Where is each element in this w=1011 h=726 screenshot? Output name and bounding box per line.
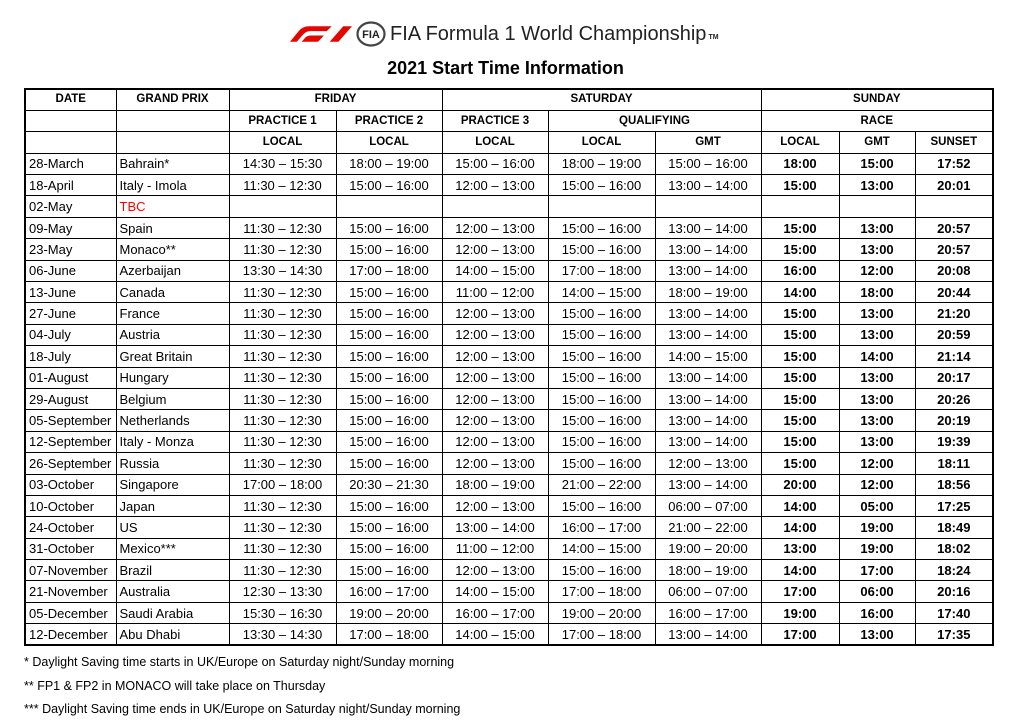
practice-2-local-cell: 15:00 – 16:00	[336, 560, 442, 581]
race-local-cell: 14:00	[761, 517, 839, 538]
date-cell: 06-June	[25, 260, 116, 281]
practice-1-local-cell: 12:30 – 13:30	[229, 581, 336, 602]
sunset-cell: 20:01	[915, 175, 993, 196]
championship-name: FIA Formula 1 World Championship	[390, 23, 707, 45]
practice-2-local-cell: 15:00 – 16:00	[336, 239, 442, 260]
date-cell: 01-August	[25, 367, 116, 388]
date-cell: 24-October	[25, 517, 116, 538]
qualifying-local-cell: 15:00 – 16:00	[548, 303, 655, 324]
race-gmt-cell: 12:00	[839, 260, 915, 281]
practice-3-header: PRACTICE 3	[442, 110, 548, 131]
practice-1-local-cell: 11:30 – 12:30	[229, 217, 336, 238]
grand-prix-cell: Italy - Imola	[116, 175, 229, 196]
practice-1-local-cell: 11:30 – 12:30	[229, 431, 336, 452]
race-gmt-cell: 06:00	[839, 581, 915, 602]
practice-2-local-cell: 15:00 – 16:00	[336, 453, 442, 474]
practice-3-local-cell	[442, 196, 548, 217]
qualifying-gmt-cell: 06:00 – 07:00	[655, 495, 761, 516]
sunset-cell: 20:19	[915, 410, 993, 431]
race-local-cell: 14:00	[761, 495, 839, 516]
practice-2-local-cell: 15:00 – 16:00	[336, 410, 442, 431]
footnote-monaco: ** FP1 & FP2 in MONACO will take place on Thursday	[24, 678, 326, 693]
date-cell: 27-June	[25, 303, 116, 324]
qualifying-gmt-cell: 18:00 – 19:00	[655, 282, 761, 303]
race-local-cell: 13:00	[761, 538, 839, 559]
practice-2-local-cell: 15:00 – 16:00	[336, 303, 442, 324]
race-local-header: LOCAL	[761, 132, 839, 153]
qualifying-local-cell: 15:00 – 16:00	[548, 367, 655, 388]
date-cell: 21-November	[25, 581, 116, 602]
race-local-cell: 17:00	[761, 624, 839, 645]
sunset-cell: 20:26	[915, 388, 993, 409]
sunday-header: SUNDAY	[761, 89, 993, 110]
table-row	[25, 217, 993, 238]
sunset-cell	[915, 196, 993, 217]
table-row	[25, 282, 993, 303]
qualifying-gmt-cell: 13:00 – 14:00	[655, 217, 761, 238]
date-cell: 02-May	[25, 196, 116, 217]
table-row	[25, 431, 993, 452]
grand-prix-header-spacer	[116, 132, 229, 153]
race-local-cell: 15:00	[761, 324, 839, 345]
saturday-header: SATURDAY	[442, 89, 761, 110]
grand-prix-cell: Singapore	[116, 474, 229, 495]
date-cell: 13-June	[25, 282, 116, 303]
practice-3-local-cell: 12:00 – 13:00	[442, 346, 548, 367]
race-gmt-cell: 17:00	[839, 560, 915, 581]
race-local-cell: 14:00	[761, 282, 839, 303]
date-cell: 07-November	[25, 560, 116, 581]
race-gmt-cell: 13:00	[839, 324, 915, 345]
race-header: RACE	[761, 110, 993, 131]
qualifying-gmt-cell: 13:00 – 14:00	[655, 239, 761, 260]
practice-2-local-cell: 15:00 – 16:00	[336, 346, 442, 367]
date-cell: 31-October	[25, 538, 116, 559]
practice-2-local-cell: 15:00 – 16:00	[336, 367, 442, 388]
qualifying-gmt-cell: 19:00 – 20:00	[655, 538, 761, 559]
practice-2-local-cell: 17:00 – 18:00	[336, 624, 442, 645]
practice-1-local-cell: 14:30 – 15:30	[229, 153, 336, 174]
qualifying-header: QUALIFYING	[548, 110, 761, 131]
table-row	[25, 324, 993, 345]
race-local-cell	[761, 196, 839, 217]
footnotes	[24, 651, 460, 722]
table-row	[25, 260, 993, 281]
qualifying-local-header: LOCAL	[548, 132, 655, 153]
qualifying-gmt-cell: 18:00 – 19:00	[655, 560, 761, 581]
grand-prix-cell: Bahrain*	[116, 153, 229, 174]
qualifying-gmt-cell: 12:00 – 13:00	[655, 453, 761, 474]
date-header-spacer	[25, 132, 116, 153]
practice-3-local-cell: 16:00 – 17:00	[442, 602, 548, 623]
practice-3-local-cell: 12:00 – 13:00	[442, 303, 548, 324]
table-row	[25, 303, 993, 324]
qualifying-gmt-cell	[655, 196, 761, 217]
grand-prix-header: GRAND PRIX	[116, 89, 229, 110]
practice-1-local-cell: 11:30 – 12:30	[229, 175, 336, 196]
practice-1-local-header: LOCAL	[229, 132, 336, 153]
practice-3-local-cell: 12:00 – 13:00	[442, 560, 548, 581]
qualifying-local-cell: 21:00 – 22:00	[548, 474, 655, 495]
race-gmt-cell: 13:00	[839, 217, 915, 238]
table-row	[25, 517, 993, 538]
grand-prix-cell: Japan	[116, 495, 229, 516]
date-header: DATE	[25, 89, 116, 110]
qualifying-gmt-cell: 13:00 – 14:00	[655, 431, 761, 452]
grand-prix-header-spacer	[116, 110, 229, 131]
practice-2-local-cell: 15:00 – 16:00	[336, 282, 442, 303]
sunset-cell: 20:17	[915, 367, 993, 388]
table-row	[25, 538, 993, 559]
practice-2-local-header: LOCAL	[336, 132, 442, 153]
practice-1-local-cell: 13:30 – 14:30	[229, 624, 336, 645]
qualifying-local-cell: 17:00 – 18:00	[548, 581, 655, 602]
qualifying-gmt-cell: 15:00 – 16:00	[655, 153, 761, 174]
grand-prix-cell: Australia	[116, 581, 229, 602]
qualifying-local-cell: 15:00 – 16:00	[548, 560, 655, 581]
practice-3-local-cell: 11:00 – 12:00	[442, 538, 548, 559]
practice-3-local-cell: 14:00 – 15:00	[442, 624, 548, 645]
practice-2-local-cell: 19:00 – 20:00	[336, 602, 442, 623]
practice-1-local-cell: 11:30 – 12:30	[229, 560, 336, 581]
practice-1-local-cell: 11:30 – 12:30	[229, 453, 336, 474]
fia-logo	[356, 21, 386, 47]
practice-2-local-cell	[336, 196, 442, 217]
table-row	[25, 175, 993, 196]
table-row	[25, 388, 993, 409]
qualifying-gmt-cell: 13:00 – 14:00	[655, 410, 761, 431]
qualifying-gmt-header: GMT	[655, 132, 761, 153]
race-gmt-cell: 15:00	[839, 153, 915, 174]
race-gmt-cell: 14:00	[839, 346, 915, 367]
practice-3-local-cell: 14:00 – 15:00	[442, 260, 548, 281]
race-local-cell: 18:00	[761, 153, 839, 174]
practice-2-local-cell: 15:00 – 16:00	[336, 517, 442, 538]
practice-1-local-cell: 17:00 – 18:00	[229, 474, 336, 495]
practice-3-local-header: LOCAL	[442, 132, 548, 153]
grand-prix-cell: Netherlands	[116, 410, 229, 431]
practice-2-header: PRACTICE 2	[336, 110, 442, 131]
schedule-body	[25, 153, 993, 645]
sunset-cell: 21:14	[915, 346, 993, 367]
race-local-cell: 19:00	[761, 602, 839, 623]
date-cell: 18-July	[25, 346, 116, 367]
table-row	[25, 153, 993, 174]
qualifying-gmt-cell: 13:00 – 14:00	[655, 303, 761, 324]
race-gmt-cell: 12:00	[839, 474, 915, 495]
championship-branding	[290, 22, 719, 46]
sunset-cell: 17:40	[915, 602, 993, 623]
practice-3-local-cell: 12:00 – 13:00	[442, 388, 548, 409]
qualifying-local-cell: 15:00 – 16:00	[548, 239, 655, 260]
sunset-cell: 17:52	[915, 153, 993, 174]
race-local-cell: 15:00	[761, 239, 839, 260]
practice-2-local-cell: 16:00 – 17:00	[336, 581, 442, 602]
friday-header: FRIDAY	[229, 89, 442, 110]
sunset-header: SUNSET	[915, 132, 993, 153]
sunset-cell: 20:08	[915, 260, 993, 281]
race-gmt-cell: 13:00	[839, 431, 915, 452]
date-cell: 03-October	[25, 474, 116, 495]
practice-1-local-cell: 11:30 – 12:30	[229, 282, 336, 303]
practice-1-local-cell: 15:30 – 16:30	[229, 602, 336, 623]
qualifying-local-cell: 15:00 – 16:00	[548, 217, 655, 238]
practice-3-local-cell: 12:00 – 13:00	[442, 410, 548, 431]
practice-3-local-cell: 12:00 – 13:00	[442, 217, 548, 238]
practice-3-local-cell: 13:00 – 14:00	[442, 517, 548, 538]
qualifying-local-cell: 16:00 – 17:00	[548, 517, 655, 538]
practice-1-local-cell: 11:30 – 12:30	[229, 495, 336, 516]
practice-1-local-cell: 13:30 – 14:30	[229, 260, 336, 281]
qualifying-local-cell: 18:00 – 19:00	[548, 153, 655, 174]
practice-3-local-cell: 15:00 – 16:00	[442, 153, 548, 174]
sunset-cell: 17:25	[915, 495, 993, 516]
date-cell: 18-April	[25, 175, 116, 196]
date-cell: 12-September	[25, 431, 116, 452]
table-row	[25, 624, 993, 645]
practice-3-local-cell: 12:00 – 13:00	[442, 239, 548, 260]
grand-prix-cell: Italy - Monza	[116, 431, 229, 452]
sunset-cell: 20:59	[915, 324, 993, 345]
qualifying-gmt-cell: 16:00 – 17:00	[655, 602, 761, 623]
table-row	[25, 474, 993, 495]
race-gmt-cell: 19:00	[839, 517, 915, 538]
practice-2-local-cell: 17:00 – 18:00	[336, 260, 442, 281]
grand-prix-cell: Austria	[116, 324, 229, 345]
practice-1-local-cell: 11:30 – 12:30	[229, 346, 336, 367]
date-header-spacer	[25, 110, 116, 131]
date-cell: 09-May	[25, 217, 116, 238]
race-local-cell: 15:00	[761, 367, 839, 388]
date-cell: 28-March	[25, 153, 116, 174]
table-row	[25, 453, 993, 474]
sunset-cell: 18:02	[915, 538, 993, 559]
grand-prix-cell: Brazil	[116, 560, 229, 581]
practice-1-local-cell: 11:30 – 12:30	[229, 303, 336, 324]
qualifying-gmt-cell: 13:00 – 14:00	[655, 324, 761, 345]
practice-3-local-cell: 18:00 – 19:00	[442, 474, 548, 495]
qualifying-local-cell: 15:00 – 16:00	[548, 388, 655, 409]
race-local-cell: 17:00	[761, 581, 839, 602]
practice-2-local-cell: 15:00 – 16:00	[336, 495, 442, 516]
table-row	[25, 410, 993, 431]
race-local-cell: 15:00	[761, 431, 839, 452]
table-row	[25, 602, 993, 623]
qualifying-gmt-cell: 06:00 – 07:00	[655, 581, 761, 602]
grand-prix-cell: Great Britain	[116, 346, 229, 367]
grand-prix-cell: Russia	[116, 453, 229, 474]
practice-2-local-cell: 15:00 – 16:00	[336, 538, 442, 559]
race-gmt-cell: 13:00	[839, 175, 915, 196]
qualifying-gmt-cell: 21:00 – 22:00	[655, 517, 761, 538]
practice-3-local-cell: 12:00 – 13:00	[442, 324, 548, 345]
page-title: 2021 Start Time Information	[387, 58, 624, 78]
sunset-cell: 18:49	[915, 517, 993, 538]
practice-1-local-cell: 11:30 – 12:30	[229, 367, 336, 388]
practice-2-local-cell: 15:00 – 16:00	[336, 431, 442, 452]
header-row-time-zones	[25, 132, 993, 153]
date-cell: 05-September	[25, 410, 116, 431]
grand-prix-cell: Azerbaijan	[116, 260, 229, 281]
grand-prix-cell: Monaco**	[116, 239, 229, 260]
footnote-mexico: *** Daylight Saving time ends in UK/Europe on Saturday night/Sunday morning	[24, 702, 461, 716]
grand-prix-cell: US	[116, 517, 229, 538]
table-row	[25, 196, 993, 217]
grand-prix-cell: France	[116, 303, 229, 324]
date-cell: 10-October	[25, 495, 116, 516]
race-gmt-cell: 16:00	[839, 602, 915, 623]
sunset-cell: 20:16	[915, 581, 993, 602]
qualifying-local-cell	[548, 196, 655, 217]
race-gmt-header: GMT	[839, 132, 915, 153]
f1-logo	[290, 26, 352, 42]
sunset-cell: 20:44	[915, 282, 993, 303]
header-row-sessions	[25, 110, 993, 131]
practice-2-local-cell: 20:30 – 21:30	[336, 474, 442, 495]
grand-prix-cell: Canada	[116, 282, 229, 303]
race-gmt-cell: 13:00	[839, 624, 915, 645]
practice-3-local-cell: 11:00 – 12:00	[442, 282, 548, 303]
qualifying-local-cell: 17:00 – 18:00	[548, 260, 655, 281]
practice-1-local-cell: 11:30 – 12:30	[229, 324, 336, 345]
trademark-mark: TM	[708, 34, 719, 41]
grand-prix-cell: Saudi Arabia	[116, 602, 229, 623]
table-row	[25, 367, 993, 388]
race-local-cell: 15:00	[761, 303, 839, 324]
practice-1-local-cell: 11:30 – 12:30	[229, 388, 336, 409]
qualifying-gmt-cell: 13:00 – 14:00	[655, 388, 761, 409]
qualifying-local-cell: 15:00 – 16:00	[548, 324, 655, 345]
qualifying-gmt-cell: 13:00 – 14:00	[655, 260, 761, 281]
sunset-cell: 20:57	[915, 239, 993, 260]
grand-prix-cell: Hungary	[116, 367, 229, 388]
practice-2-local-cell: 18:00 – 19:00	[336, 153, 442, 174]
race-gmt-cell: 13:00	[839, 367, 915, 388]
practice-1-local-cell: 11:30 – 12:30	[229, 239, 336, 260]
race-gmt-cell: 19:00	[839, 538, 915, 559]
race-gmt-cell: 18:00	[839, 282, 915, 303]
practice-3-local-cell: 12:00 – 13:00	[442, 495, 548, 516]
date-cell: 04-July	[25, 324, 116, 345]
race-gmt-cell: 05:00	[839, 495, 915, 516]
sunset-cell: 18:11	[915, 453, 993, 474]
practice-3-local-cell: 12:00 – 13:00	[442, 175, 548, 196]
date-cell: 23-May	[25, 239, 116, 260]
date-cell: 26-September	[25, 453, 116, 474]
practice-3-local-cell: 12:00 – 13:00	[442, 367, 548, 388]
grand-prix-cell: Mexico***	[116, 538, 229, 559]
table-row	[25, 495, 993, 516]
qualifying-local-cell: 14:00 – 15:00	[548, 538, 655, 559]
practice-1-local-cell	[229, 196, 336, 217]
table-row	[25, 239, 993, 260]
race-local-cell: 20:00	[761, 474, 839, 495]
grand-prix-cell: Belgium	[116, 388, 229, 409]
race-gmt-cell: 13:00	[839, 303, 915, 324]
f1-logo-middle-stroke	[302, 35, 324, 41]
practice-2-local-cell: 15:00 – 16:00	[336, 217, 442, 238]
qualifying-gmt-cell: 13:00 – 14:00	[655, 474, 761, 495]
table-header	[25, 89, 993, 153]
qualifying-local-cell: 15:00 – 16:00	[548, 410, 655, 431]
practice-1-local-cell: 11:30 – 12:30	[229, 538, 336, 559]
date-cell: 05-December	[25, 602, 116, 623]
qualifying-local-cell: 15:00 – 16:00	[548, 175, 655, 196]
race-local-cell: 15:00	[761, 175, 839, 196]
qualifying-gmt-cell: 13:00 – 14:00	[655, 367, 761, 388]
qualifying-local-cell: 15:00 – 16:00	[548, 346, 655, 367]
date-cell: 12-December	[25, 624, 116, 645]
qualifying-local-cell: 17:00 – 18:00	[548, 624, 655, 645]
practice-1-local-cell: 11:30 – 12:30	[229, 517, 336, 538]
footnote-bahrain: * Daylight Saving time starts in UK/Europe on Saturday night/Sunday morning	[24, 655, 455, 669]
table-row	[25, 346, 993, 367]
grand-prix-cell: Spain	[116, 217, 229, 238]
practice-2-local-cell: 15:00 – 16:00	[336, 175, 442, 196]
sunset-cell: 17:35	[915, 624, 993, 645]
practice-3-local-cell: 12:00 – 13:00	[442, 453, 548, 474]
qualifying-local-cell: 14:00 – 15:00	[548, 282, 655, 303]
fia-logo-text: FIA	[362, 29, 380, 41]
start-times-table	[24, 88, 994, 646]
practice-3-local-cell: 14:00 – 15:00	[442, 581, 548, 602]
grand-prix-cell: TBC	[116, 196, 229, 217]
race-local-cell: 15:00	[761, 410, 839, 431]
table-row	[25, 581, 993, 602]
qualifying-gmt-cell: 13:00 – 14:00	[655, 624, 761, 645]
race-gmt-cell: 13:00	[839, 388, 915, 409]
practice-2-local-cell: 15:00 – 16:00	[336, 388, 442, 409]
practice-1-header: PRACTICE 1	[229, 110, 336, 131]
race-local-cell: 15:00	[761, 388, 839, 409]
race-gmt-cell: 13:00	[839, 410, 915, 431]
race-local-cell: 15:00	[761, 453, 839, 474]
header-row-days	[25, 89, 993, 110]
qualifying-gmt-cell: 14:00 – 15:00	[655, 346, 761, 367]
sunset-cell: 18:56	[915, 474, 993, 495]
f1-logo-one-stroke	[330, 26, 352, 42]
race-gmt-cell: 13:00	[839, 239, 915, 260]
qualifying-local-cell: 19:00 – 20:00	[548, 602, 655, 623]
table-row	[25, 560, 993, 581]
race-gmt-cell	[839, 196, 915, 217]
qualifying-gmt-cell: 13:00 – 14:00	[655, 175, 761, 196]
sunset-cell: 21:20	[915, 303, 993, 324]
race-local-cell: 15:00	[761, 346, 839, 367]
race-local-cell: 14:00	[761, 560, 839, 581]
practice-1-local-cell: 11:30 – 12:30	[229, 410, 336, 431]
grand-prix-cell: Abu Dhabi	[116, 624, 229, 645]
qualifying-local-cell: 15:00 – 16:00	[548, 431, 655, 452]
practice-3-local-cell: 12:00 – 13:00	[442, 431, 548, 452]
qualifying-local-cell: 15:00 – 16:00	[548, 495, 655, 516]
sunset-cell: 20:57	[915, 217, 993, 238]
sunset-cell: 18:24	[915, 560, 993, 581]
race-local-cell: 15:00	[761, 217, 839, 238]
sunset-cell: 19:39	[915, 431, 993, 452]
race-local-cell: 16:00	[761, 260, 839, 281]
qualifying-local-cell: 15:00 – 16:00	[548, 453, 655, 474]
race-gmt-cell: 12:00	[839, 453, 915, 474]
practice-2-local-cell: 15:00 – 16:00	[336, 324, 442, 345]
date-cell: 29-August	[25, 388, 116, 409]
